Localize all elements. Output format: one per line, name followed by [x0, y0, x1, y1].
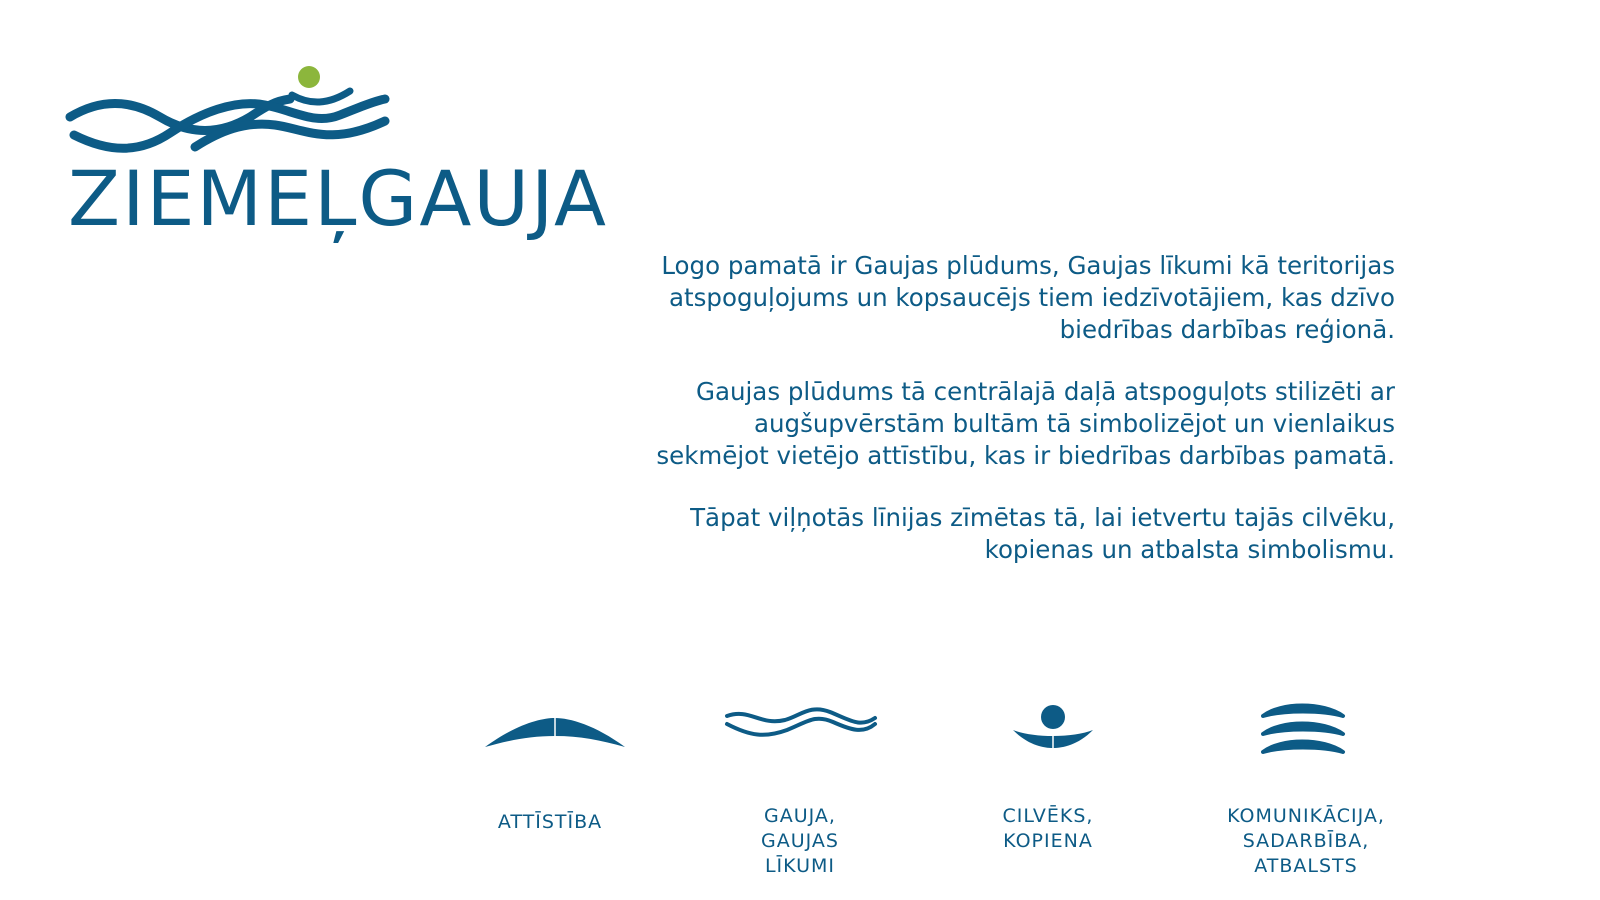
description-paragraph-1: Logo pamatā ir Gaujas plūdums, Gaujas līkumi kā teritorijas atspoguļojums un kopsaucējs tiem iedzīvotājiem, kas dzīvo biedrības darbības reģionā. [661, 251, 1395, 344]
symbol-label-gauja: GAUJA, GAUJAS LĪKUMI [761, 805, 839, 877]
logo-wordmark: ZIEMEĻGAUJA [68, 154, 609, 243]
person-community-icon [963, 690, 1133, 760]
symbol-cilveks [958, 690, 1138, 770]
symbol-label-komunikacija: KOMUNIKĀCIJA, SADARBĪBA, ATBALSTS [1227, 805, 1385, 877]
symbol-attistiba [465, 690, 645, 770]
symbol-komunikacija [1208, 690, 1388, 770]
description-paragraph-2: Gaujas plūdums tā centrālajā daļā atspoguļots stilizēti ar augšupvērstām bultām tā simbolizējot un vienlaikus sekmējot vietējo attīstību, kas ir biedrības darbības pamatā. [656, 377, 1395, 470]
river-waves-sun-icon [60, 55, 400, 165]
symbol-label-cilveks: CILVĒKS, KOPIENA [1002, 805, 1094, 852]
description-paragraph-3: Tāpat viļņotās līnijas zīmētas tā, lai ietvertu tajās cilvēku, kopienas un atbalsta simbolismu. [690, 503, 1395, 564]
logo-description [635, 250, 1395, 596]
arch-icon [470, 690, 640, 760]
stacked-arches-icon [1213, 690, 1383, 760]
symbol-label-attistiba: ATTĪSTĪBA [497, 811, 603, 833]
logo [60, 55, 609, 265]
double-wave-icon [715, 690, 885, 760]
symbol-gauja [710, 690, 890, 770]
